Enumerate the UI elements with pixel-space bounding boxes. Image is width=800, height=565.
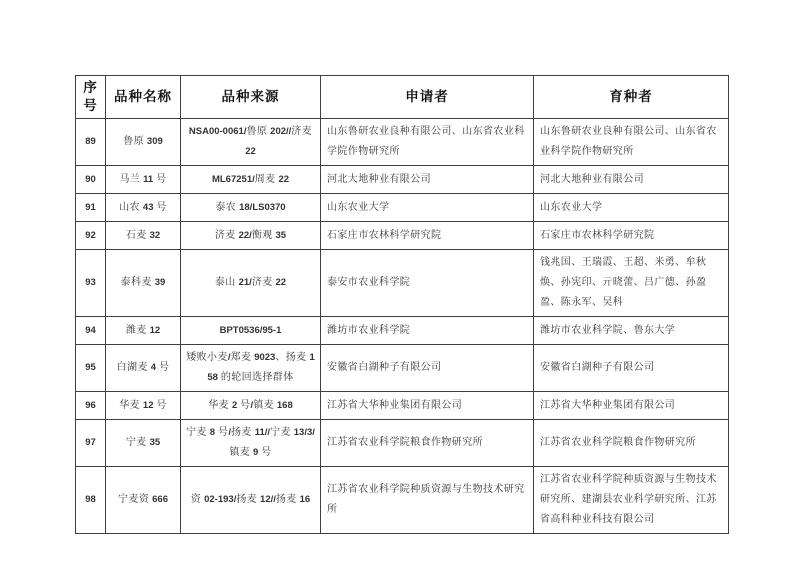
cell-variety-source: BPT0536/95-1 (181, 317, 321, 345)
cell-applicant: 山东农业大学 (321, 194, 534, 222)
cell-variety-source: 华麦 2 号/镇麦 168 (181, 392, 321, 420)
cell-variety-source: 资 02-193/扬麦 12//扬麦 16 (181, 467, 321, 534)
table-row (76, 392, 729, 420)
cell-variety-source: 泰农 18/LS0370 (181, 194, 321, 222)
table-row (76, 467, 729, 534)
cell-serial-number: 93 (76, 250, 106, 317)
column-header-variety-source: 品种来源 (181, 76, 321, 119)
table-row (76, 317, 729, 345)
table-header-row (76, 76, 729, 119)
cell-breeder: 山东鲁研农业良种有限公司、山东省农业科学院作物研究所 (534, 119, 729, 166)
cell-applicant: 河北大地种业有限公司 (321, 166, 534, 194)
cell-variety-name: 泰科麦 39 (106, 250, 181, 317)
cell-serial-number: 92 (76, 222, 106, 250)
cell-applicant: 泰安市农业科学院 (321, 250, 534, 317)
cell-variety-source: NSA00-0061/鲁原 202//济麦 22 (181, 119, 321, 166)
table-row (76, 194, 729, 222)
cell-serial-number: 95 (76, 345, 106, 392)
cell-breeder: 石家庄市农林科学研究院 (534, 222, 729, 250)
table-row (76, 345, 729, 392)
cell-applicant: 石家庄市农林科学研究院 (321, 222, 534, 250)
cell-breeder: 钱兆国、王瑞霞、王超、米勇、牟秋焕、孙宪印、亓晓蕾、吕广德、孙盈盈、陈永军、吴科 (534, 250, 729, 317)
cell-variety-name: 山农 43 号 (106, 194, 181, 222)
cell-breeder: 江苏省大华种业集团有限公司 (534, 392, 729, 420)
table-row (76, 166, 729, 194)
table-row (76, 119, 729, 166)
table-row (76, 222, 729, 250)
cell-breeder: 江苏省农业科学院粮食作物研究所 (534, 420, 729, 467)
cell-variety-name: 潍麦 12 (106, 317, 181, 345)
column-header-applicant: 申请者 (321, 76, 534, 119)
cell-variety-source: 宁麦 8 号/扬麦 11//宁麦 13/3/镇麦 9 号 (181, 420, 321, 467)
table-row (76, 420, 729, 467)
cell-variety-source: 矮败小麦/郑麦 9023、扬麦 158 的轮回选择群体 (181, 345, 321, 392)
cell-breeder: 江苏省农业科学院种质资源与生物技术研究所、建湖县农业科学研究所、江苏省高科种业科技有限公司 (534, 467, 729, 534)
cell-serial-number: 89 (76, 119, 106, 166)
cell-applicant: 安徽省白湖种子有限公司 (321, 345, 534, 392)
cell-serial-number: 96 (76, 392, 106, 420)
cell-applicant: 江苏省农业科学院粮食作物研究所 (321, 420, 534, 467)
cell-applicant: 潍坊市农业科学院 (321, 317, 534, 345)
cell-breeder: 山东农业大学 (534, 194, 729, 222)
cell-variety-source: 泰山 21/济麦 22 (181, 250, 321, 317)
column-header-breeder: 育种者 (534, 76, 729, 119)
cell-applicant: 山东鲁研农业良种有限公司、山东省农业科学院作物研究所 (321, 119, 534, 166)
cell-variety-name: 白湖麦 4 号 (106, 345, 181, 392)
cell-variety-source: ML67251/周麦 22 (181, 166, 321, 194)
cell-serial-number: 94 (76, 317, 106, 345)
cell-breeder: 河北大地种业有限公司 (534, 166, 729, 194)
cell-serial-number: 90 (76, 166, 106, 194)
cell-variety-name: 宁麦 35 (106, 420, 181, 467)
table-body (76, 119, 729, 534)
cell-breeder: 潍坊市农业科学院、鲁东大学 (534, 317, 729, 345)
cell-variety-name: 鲁原 309 (106, 119, 181, 166)
cell-variety-name: 华麦 12 号 (106, 392, 181, 420)
table-row (76, 250, 729, 317)
cell-variety-name: 马兰 11 号 (106, 166, 181, 194)
cell-serial-number: 91 (76, 194, 106, 222)
cell-applicant: 江苏省农业科学院种质资源与生物技术研究所 (321, 467, 534, 534)
column-header-variety-name: 品种名称 (106, 76, 181, 119)
cell-breeder: 安徽省白湖种子有限公司 (534, 345, 729, 392)
table-header (76, 76, 729, 119)
cell-applicant: 江苏省大华种业集团有限公司 (321, 392, 534, 420)
variety-table (75, 75, 729, 534)
column-header-serial-number: 序号 (76, 76, 106, 119)
cell-variety-name: 石麦 32 (106, 222, 181, 250)
cell-variety-source: 济麦 22/衡观 35 (181, 222, 321, 250)
cell-serial-number: 98 (76, 467, 106, 534)
cell-variety-name: 宁麦资 666 (106, 467, 181, 534)
cell-serial-number: 97 (76, 420, 106, 467)
